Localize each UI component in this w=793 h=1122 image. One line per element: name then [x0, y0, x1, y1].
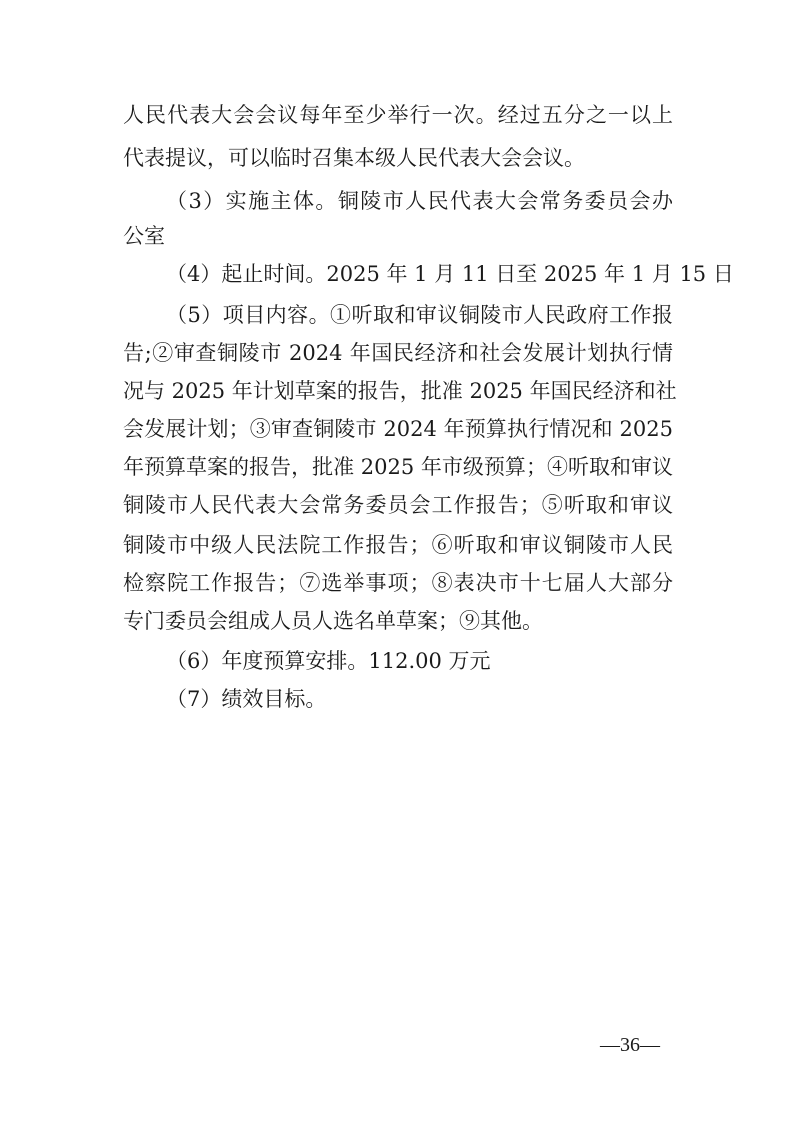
body-text-line: 公室 [123, 224, 165, 248]
body-text-line: 专门委员会组成人员人选名单草案；⑨其他。 [123, 609, 543, 633]
body-text-line: 铜陵市人民代表大会常务委员会工作报告；⑤听取和审议 [123, 493, 673, 517]
page-number: —36— [600, 1034, 660, 1056]
body-text-line: （3）实施主体。铜陵市人民代表大会常务委员会办 [166, 189, 673, 213]
body-text-line: （7）绩效目标。 [166, 687, 327, 711]
body-text-line: 人民代表大会会议每年至少举行一次。经过五分之一以上 [123, 103, 673, 127]
body-text-line: 铜陵市中级人民法院工作报告；⑥听取和审议铜陵市人民 [123, 533, 673, 557]
body-text-line: （4）起止时间。2025 年 1 月 11 日至 2025 年 1 月 15 日 [166, 262, 734, 286]
body-text-line: 告;②审查铜陵市 2024 年国民经济和社会发展计划执行情 [123, 341, 673, 365]
body-text-line: （6）年度预算安排。112.00 万元 [166, 649, 491, 673]
body-text-line: （5）项目内容。①听取和审议铜陵市人民政府工作报 [166, 303, 673, 327]
body-text-line: 检察院工作报告；⑦选举事项；⑧表决市十七届人大部分 [123, 571, 673, 595]
body-text-line: 代表提议，可以临时召集本级人民代表大会会议。 [123, 146, 585, 170]
body-text-line: 年预算草案的报告，批准 2025 年市级预算；④听取和审议 [123, 455, 673, 479]
body-text-line: 会发展计划；③审查铜陵市 2024 年预算执行情况和 2025 [123, 417, 673, 441]
body-text-line: 况与 2025 年计划草案的报告，批准 2025 年国民经济和社 [123, 379, 677, 403]
